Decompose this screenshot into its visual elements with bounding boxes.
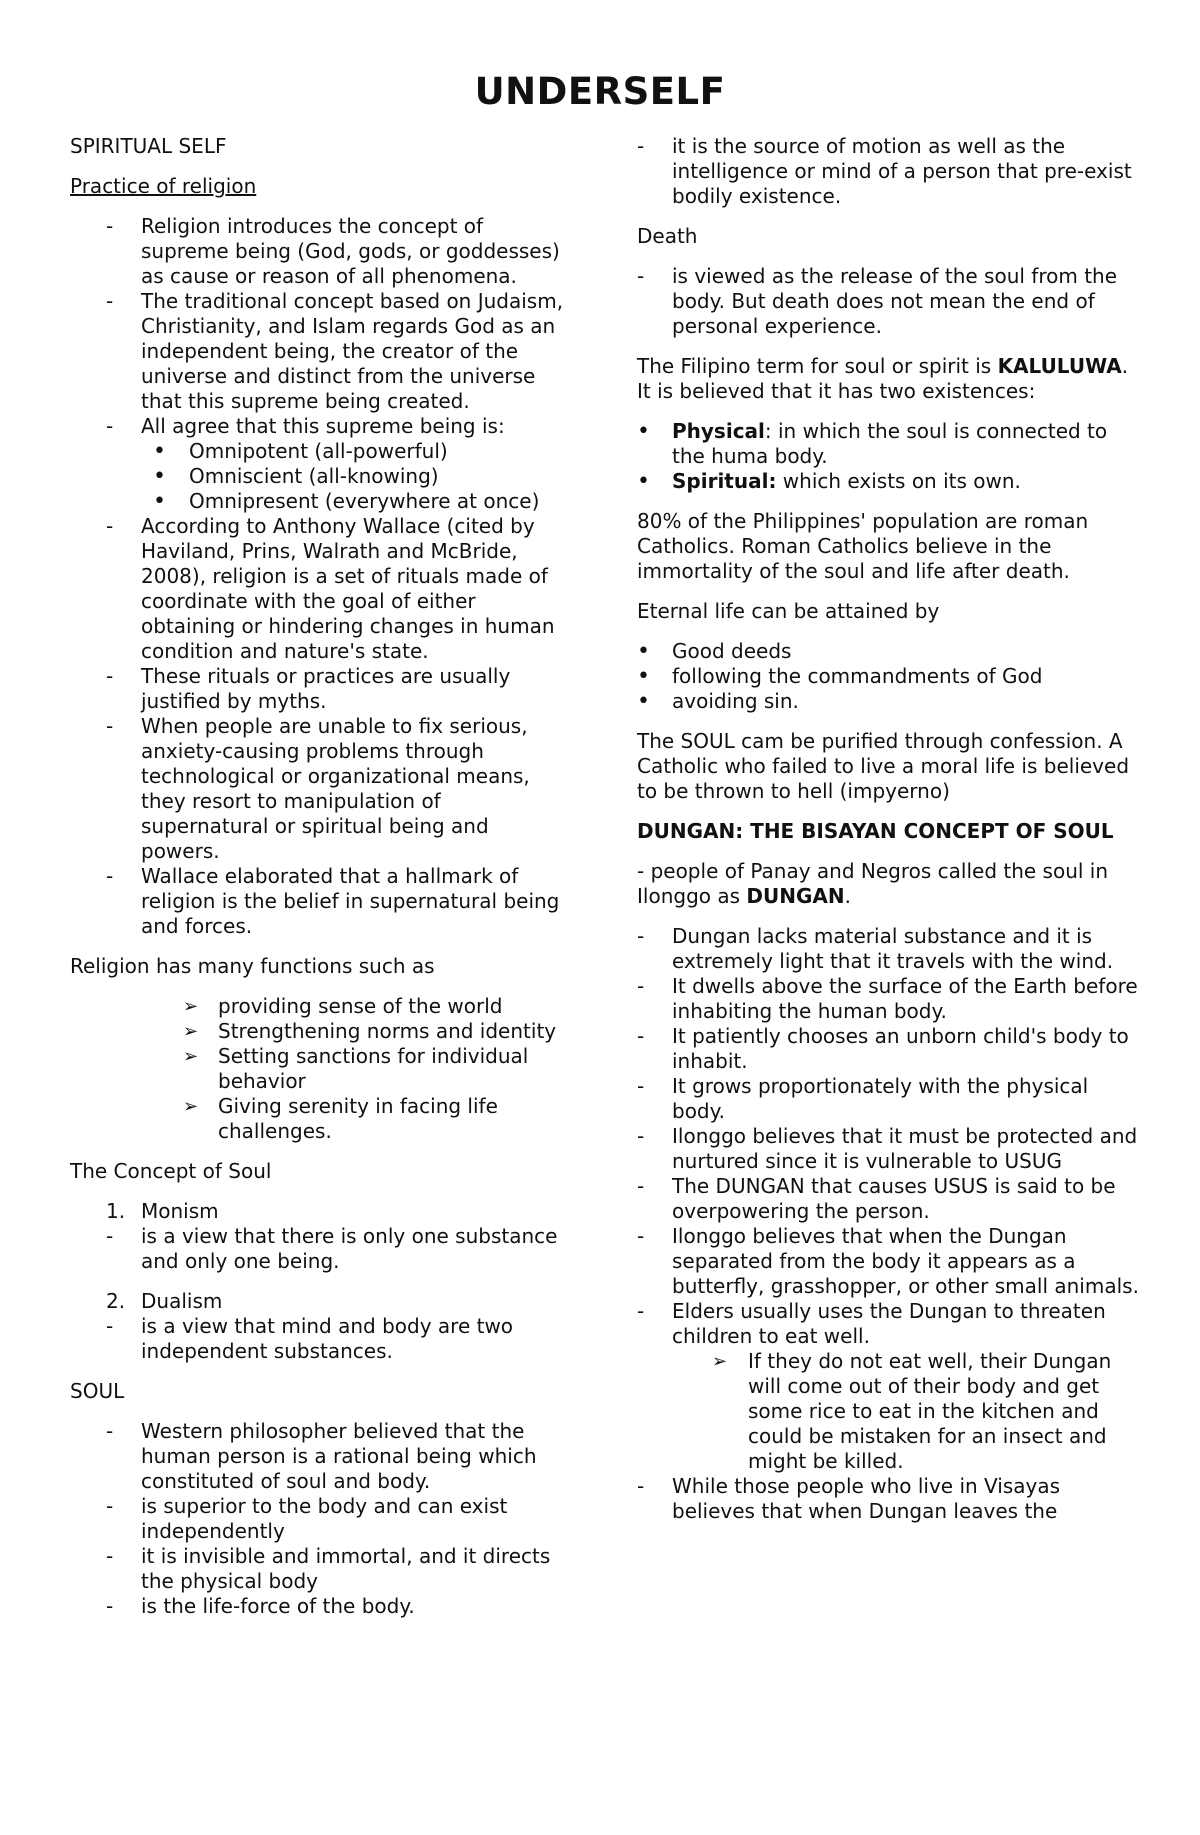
spiritual-self-heading: SPIRITUAL SELF (70, 134, 227, 158)
kaluluwa-text-end: . It is believed that it has two existences: (637, 354, 1129, 403)
physical-text: : in which the soul is connected to the huma body. (672, 419, 1108, 468)
soul-heading: SOUL (70, 1379, 125, 1403)
practice-of-religion-heading: Practice of religion (70, 174, 257, 198)
list-number: 2. (106, 1289, 126, 1313)
list-item: ➢ If they do not eat well, their Dungan will come out of their body and get some rice to eat in the kitchen and could be mistaken for an insect and might be killed. (672, 1349, 1142, 1474)
list-item-text: Elders usually uses the Dungan to threaten children to eat well. (672, 1299, 1106, 1348)
spiritual-text: which exists on its own. (776, 469, 1021, 493)
list-item: - Ilonggo believes that when the Dungan separated from the body it appears as a butterfly, grasshopper, or other small animals. (601, 1224, 1142, 1299)
list-item: - Dungan lacks material substance and it is extremely light that it travels with the wind. (601, 924, 1142, 974)
functions-intro: Religion has many functions such as (70, 954, 435, 978)
list-item: - is superior to the body and can exist independently (70, 1494, 570, 1544)
monism-block (70, 1199, 570, 1224)
list-item: - Wallace elaborated that a hallmark of religion is the belief in supernatural being and forces. (70, 864, 570, 939)
list-item: • Omnipresent (everywhere at once) (70, 489, 570, 514)
list-item: • Omnipotent (all-powerful) (70, 439, 570, 464)
left-column (70, 134, 570, 1619)
list-item: - When people are unable to fix serious, anxiety-causing problems through technological or organizational means, they resort to manipulation of supernatural or spiritual being and powers. (70, 714, 570, 864)
dungan-term: DUNGAN (746, 884, 845, 908)
dungan-intro-text: - people of Panay and Negros called the soul in Ilonggo as (637, 859, 1109, 908)
list-item: • Good deeds (601, 639, 1142, 664)
list-item-text: All agree that this supreme being is: (141, 414, 505, 438)
list-item (601, 419, 1142, 469)
list-item (601, 1299, 1142, 1474)
dungan-points-list (601, 924, 1142, 1524)
list-item: - While those people who live in Visayas believes that when Dungan leaves the (601, 1474, 1142, 1524)
list-number: 1. (106, 1199, 126, 1223)
attributes-list (70, 439, 570, 514)
list-item: • following the commandments of God (601, 664, 1142, 689)
list-item (70, 1289, 570, 1314)
list-item: • Omniscient (all-knowing) (70, 464, 570, 489)
source-point-list (601, 134, 1142, 209)
list-item: - is a view that mind and body are two independent substances. (70, 1314, 570, 1364)
dungan-heading: DUNGAN: THE BISAYAN CONCEPT OF SOUL (637, 819, 1114, 843)
death-heading: Death (637, 224, 698, 248)
monism-label: Monism (141, 1199, 219, 1223)
right-column (637, 134, 1142, 1524)
dualism-desc-list (70, 1314, 570, 1364)
list-item (601, 469, 1142, 494)
list-item (70, 414, 570, 514)
list-item: - it is invisible and immortal, and it directs the physical body (70, 1544, 570, 1594)
confession-paragraph: The SOUL cam be purified through confession. A Catholic who failed to live a moral life is believed to be thrown to hell (impyerno) (637, 729, 1130, 803)
dungan-intro-end: . (844, 884, 851, 908)
monism-desc-list (70, 1224, 570, 1274)
list-item: - is viewed as the release of the soul from the body. But death does not mean the end of personal experience. (601, 264, 1142, 339)
list-item: - It grows proportionately with the physical body. (601, 1074, 1142, 1124)
kaluluwa-term: KALULUWA (997, 354, 1122, 378)
death-point-list (601, 264, 1142, 339)
list-item: ➢ providing sense of the world (70, 994, 570, 1019)
physical-label: Physical (672, 419, 765, 443)
list-item: - The DUNGAN that causes USUS is said to be overpowering the person. (601, 1174, 1142, 1224)
concept-of-soul-heading: The Concept of Soul (70, 1159, 272, 1183)
dualism-label: Dualism (141, 1289, 223, 1313)
list-item: - These rituals or practices are usually justified by myths. (70, 664, 570, 714)
dualism-block (70, 1289, 570, 1314)
list-item: - Ilonggo believes that it must be protected and nurtured since it is vulnerable to USUG (601, 1124, 1142, 1174)
catholic-paragraph: 80% of the Philippines' population are roman Catholics. Roman Catholics believe in the immortality of the soul and life after death. (637, 509, 1089, 583)
functions-list (70, 994, 570, 1144)
list-item: ➢ Setting sanctions for individual behavior (70, 1044, 570, 1094)
kaluluwa-text: The Filipino term for soul or spirit is (637, 354, 998, 378)
list-item: - Religion introduces the concept of supreme being (God, gods, or goddesses) as cause or reason of all phenomena. (70, 214, 570, 289)
list-item: - It patiently chooses an unborn child's body to inhabit. (601, 1024, 1142, 1074)
soul-points-list (70, 1419, 570, 1619)
list-item: - The traditional concept based on Judaism, Christianity, and Islam regards God as an independent being, the creator of the universe and distinct from the universe that this supreme being created. (70, 289, 570, 414)
kaluluwa-paragraph (637, 354, 1142, 404)
list-item (70, 1199, 570, 1224)
list-item: ➢ Strengthening norms and identity (70, 1019, 570, 1044)
eat-well-sublist (672, 1349, 1142, 1474)
religion-points-list (70, 214, 570, 939)
list-item: ➢ Giving serenity in facing life challenges. (70, 1094, 570, 1144)
document-title: UNDERSELF (474, 70, 726, 113)
list-item: - Western philosopher believed that the human person is a rational being which constituted of soul and body. (70, 1419, 570, 1494)
eternal-life-list (601, 639, 1142, 714)
existences-list (601, 419, 1142, 494)
dungan-intro (637, 859, 1142, 909)
list-item: - According to Anthony Wallace (cited by Haviland, Prins, Walrath and McBride, 2008), religion is a set of rituals made of coordinate with the goal of either obtaining or hindering changes in human condition and nature's state. (70, 514, 570, 664)
eternal-life-intro: Eternal life can be attained by (637, 599, 940, 623)
list-item: - is a view that there is only one substance and only one being. (70, 1224, 570, 1274)
list-item: • avoiding sin. (601, 689, 1142, 714)
spiritual-label: Spiritual: (672, 469, 777, 493)
list-item: - it is the source of motion as well as the intelligence or mind of a person that pre-exist bodily existence. (601, 134, 1142, 209)
list-item: - It dwells above the surface of the Earth before inhabiting the human body. (601, 974, 1142, 1024)
list-item: - is the life-force of the body. (70, 1594, 570, 1619)
